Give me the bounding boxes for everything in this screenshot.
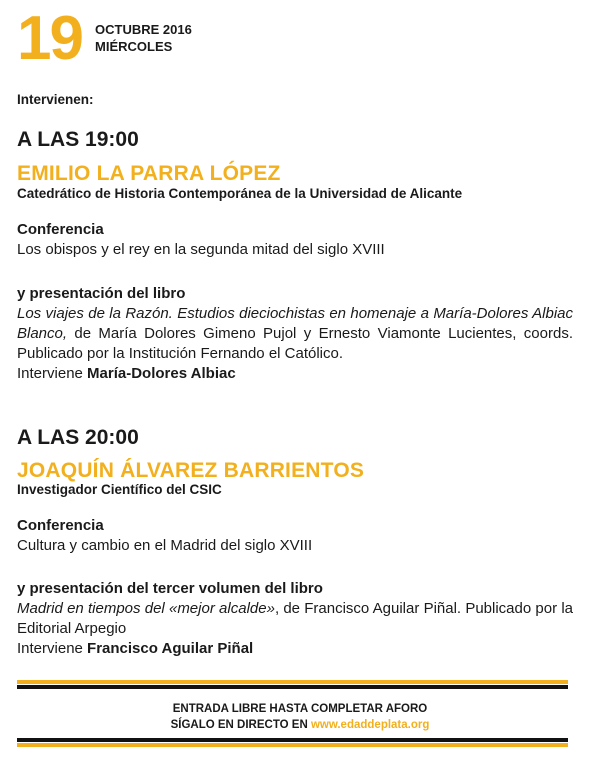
event-month-year: OCTUBRE 2016 (95, 22, 192, 37)
session-1-conference-title: Los obispos y el rey en la segunda mitad del siglo XVIII (17, 241, 385, 258)
session-2-book-heading: y presentación del tercer volumen del libro (17, 580, 323, 597)
session-1-speaker-block (17, 163, 573, 184)
session-2-time-block (17, 427, 573, 448)
footer-live-line (0, 717, 600, 733)
session-1-interviene (17, 364, 573, 384)
session-2-time: A LAS 20:00 (17, 426, 139, 449)
footer-website-link[interactable]: www.edaddeplata.org (310, 719, 430, 731)
session-2-book (17, 579, 573, 659)
footer-stripe-bottom-dark (17, 738, 568, 742)
session-1-affiliation-block (17, 185, 573, 202)
session-2-interviene-name: Francisco Aguilar Piñal (87, 640, 254, 657)
session-1-conference-heading: Conferencia (17, 221, 104, 238)
session-1-book (17, 284, 573, 384)
event-day: 19 (17, 4, 82, 73)
session-1-conference (17, 220, 573, 260)
session-2-conference (17, 516, 573, 556)
footer-stripe-top-dark (17, 685, 568, 689)
footer-live-prefix: SÍGALO EN DIRECTO EN (170, 719, 311, 731)
session-2-affiliation-block (17, 481, 573, 498)
session-2-speaker-block (17, 460, 573, 481)
session-1-speaker: EMILIO LA PARRA LÓPEZ (17, 162, 281, 185)
footer (0, 701, 600, 733)
session-2-book-description (17, 599, 573, 639)
session-2-book-title: Madrid en tiempos del «mejor alcalde» (17, 600, 275, 617)
session-2-book-details: , de Francisco Aguilar Piñal. Publicado por la Editorial Arpegio (17, 600, 574, 637)
session-1-book-details: de María Dolores Gimeno Pujol y Ernesto Viamonte Lucientes, coords. Publicado por la Institución Fernando el Católico. (17, 325, 573, 362)
session-2-conference-title: Cultura y cambio en el Madrid del siglo XVIII (17, 537, 313, 554)
footer-entry-note: ENTRADA LIBRE HASTA COMPLETAR AFORO (172, 703, 428, 715)
session-1-affiliation: Catedrático de Historia Contemporánea de la Universidad de Alicante (17, 186, 463, 201)
session-1-interviene-label: Interviene (17, 365, 88, 382)
session-1-interviene-name: María-Dolores Albiac (87, 365, 236, 382)
footer-stripe-bottom-yellow (17, 743, 568, 747)
footer-stripe-top-yellow (17, 680, 568, 684)
session-1-book-heading: y presentación del libro (17, 285, 186, 302)
session-1-book-title: Los viajes de la Razón. Estudios dieciochistas en homenaje a María-Dolores Albiac Blanco, (17, 305, 573, 342)
session-1-book-description (17, 304, 573, 364)
session-2-conference-heading: Conferencia (17, 517, 104, 534)
session-2-interviene (17, 639, 573, 659)
session-2-speaker: JOAQUÍN ÁLVAREZ BARRIENTOS (17, 459, 365, 482)
event-date-text (95, 21, 192, 55)
session-1-time: A LAS 19:00 (17, 128, 139, 151)
event-weekday: MIÉRCOLES (95, 39, 173, 54)
intervienen-label: Intervienen: (17, 92, 94, 107)
session-2-affiliation: Investigador Científico del CSIC (17, 482, 222, 497)
session-2-interviene-label: Interviene (17, 640, 88, 657)
session-1-time-block (17, 129, 573, 150)
